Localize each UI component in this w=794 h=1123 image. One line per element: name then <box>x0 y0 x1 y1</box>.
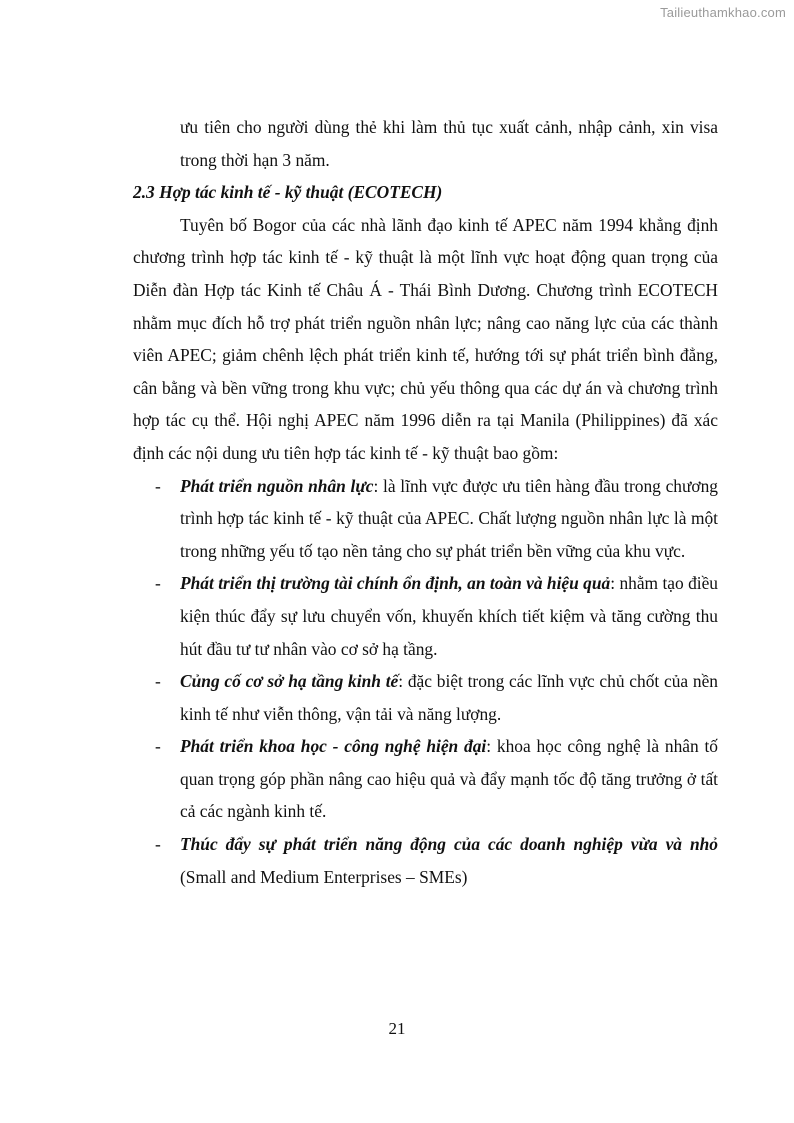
bullet-item <box>133 567 718 665</box>
bullet-item <box>133 828 718 893</box>
bullet-dash: - <box>155 475 161 496</box>
bullet-dash: - <box>155 573 161 594</box>
bullet-item <box>133 730 718 828</box>
bullet-title: Phát triển khoa học - công nghệ hiện đại <box>180 736 487 757</box>
bullet-item <box>133 470 718 568</box>
bullet-title: Thúc đẩy sự phát triển năng động của các doanh nghiệp vừa và nhỏ <box>180 834 718 855</box>
bullet-dash: - <box>155 834 161 855</box>
bullet-title: Phát triển nguồn nhân lực <box>180 475 374 496</box>
body-paragraph: Tuyên bố Bogor của các nhà lãnh đạo kinh tế APEC năm 1994 khẳng định chương trình hợp tác kinh tế - kỹ thuật là một lĩnh vực hoạt động quan trọng của Diễn đàn Hợp tác Kinh tế Châu Á - Thái Bình Dương. Chương trình ECOTECH nhằm mục đích hỗ trợ phát triển nguồn nhân lực; nâng cao năng lực của các thành viên APEC; giảm chênh lệch phát triển kinh tế, hướng tới sự phát triển bình đẳng, cân bằng và bền vững trong khu vực; chủ yếu thông qua các dự án và chương trình hợp tác cụ thể. Hội nghị APEC năm 1996 diễn ra tại Manila (Philippines) đã xác định các nội dung ưu tiên hợp tác kinh tế - kỹ thuật bao gồm: <box>133 214 718 463</box>
bullet-title: Phát triển thị trường tài chính ổn định, an toàn và hiệu quả <box>180 573 611 594</box>
bullet-text: : khoa học công nghệ là nhân tố quan trọng góp phần nâng cao hiệu quả và đẩy mạnh tốc độ tăng trưởng ở tất cả các ngành kinh tế. <box>180 736 719 822</box>
bullet-text: : đặc biệt trong các lĩnh vực chủ chốt của nền kinh tế như viễn thông, vận tải và năng lượng. <box>180 671 718 724</box>
page-number: 21 <box>388 1019 406 1038</box>
bullet-text: : là lĩnh vực được ưu tiên hàng đầu trong chương trình hợp tác kinh tế - kỹ thuật của APEC. Chất lượng nguồn nhân lực là một trong những yếu tố tạo nền tảng cho sự phát triển bền vững của khu vực. <box>180 475 719 561</box>
bullet-item <box>133 665 718 730</box>
bullet-dash: - <box>155 671 161 692</box>
bullet-text: : nhằm tạo điều kiện thúc đẩy sự lưu chuyển vốn, khuyến khích tiết kiệm và tăng cường thu hút đầu tư tư nhân vào cơ sở hạ tầng. <box>180 573 719 659</box>
intro-paragraph: ưu tiên cho người dùng thẻ khi làm thủ tục xuất cảnh, nhập cảnh, xin visa trong thời hạn 3 năm. <box>180 117 718 170</box>
bullet-title: Củng cố cơ sở hạ tầng kinh tế <box>180 671 399 692</box>
document-body <box>133 111 718 893</box>
bullet-text: (Small and Medium Enterprises – SMEs) <box>180 866 468 887</box>
section-heading: 2.3 Hợp tác kinh tế - kỹ thuật (ECOTECH) <box>133 182 443 203</box>
bullet-dash: - <box>155 736 161 757</box>
watermark-text: Tailieuthamkhao.com <box>660 5 786 20</box>
